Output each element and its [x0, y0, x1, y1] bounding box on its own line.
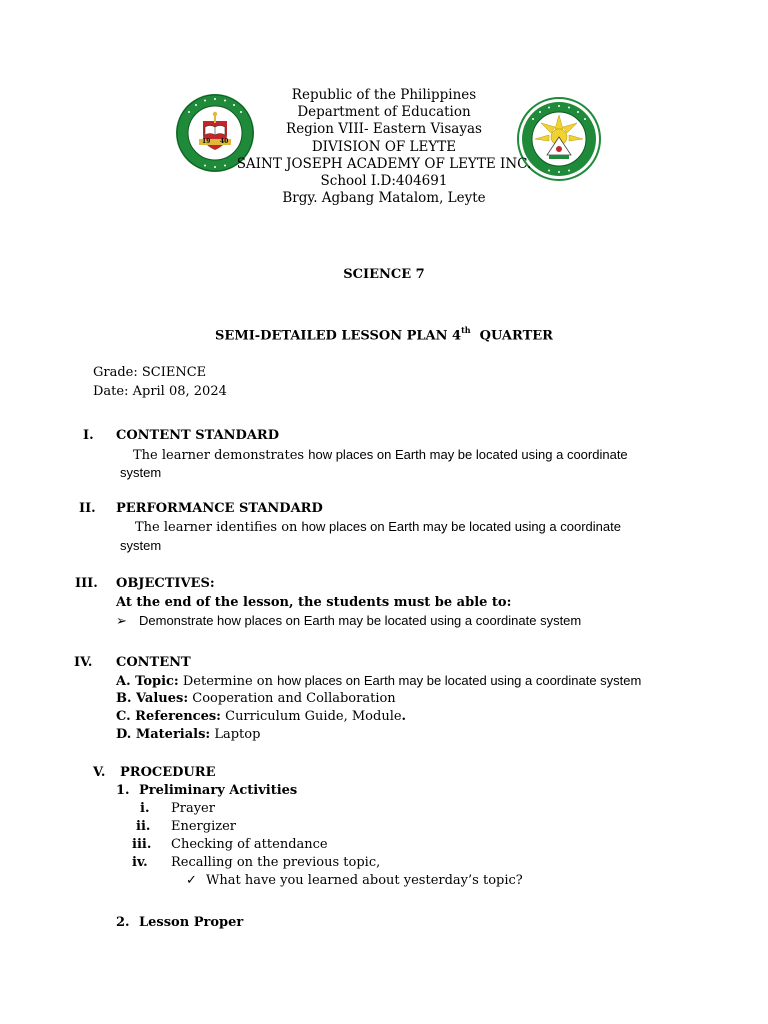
procedure-item: Checking of attendance [171, 837, 328, 852]
content-topic-label: A. Topic: [116, 674, 179, 689]
lesson-plan-title-sup: th [461, 325, 471, 335]
section-i-heading: CONTENT STANDARD [116, 428, 279, 443]
logo-year-right: 40 [220, 138, 229, 145]
letterhead-school-name: SAINT JOSEPH ACADEMY OF LEYTE INC. [236, 155, 532, 172]
procedure-item-number: iii. [132, 837, 152, 852]
objective-item: Demonstrate how places on Earth may be located using a coordinate system [139, 613, 582, 628]
letterhead-department: Department of Education [297, 104, 471, 121]
content-materials-label: D. Materials: [116, 727, 211, 742]
procedure-item: Energizer [171, 819, 237, 834]
content-references-dot: . [401, 709, 407, 724]
subject-title: SCIENCE 7 [343, 267, 425, 282]
section-ii-body-serif: The learner identifies on [135, 520, 302, 535]
section-i-body-sans: how places on Earth may be located using a coordinate [308, 447, 628, 462]
content-topic [116, 673, 641, 689]
lesson-plan-title [0, 326, 768, 343]
section-i-body [133, 447, 628, 463]
content-materials [116, 727, 260, 742]
content-values-label: B. Values: [116, 691, 189, 706]
objectives-intro: At the end of the lesson, the students must be able to: [116, 595, 512, 610]
date-line: Date: April 08, 2024 [93, 384, 227, 399]
section-ii-body [135, 519, 621, 535]
content-materials-text: Laptop [210, 727, 261, 742]
content-values-text: Cooperation and Collaboration [188, 691, 396, 706]
section-ii-body-cont: system [120, 538, 162, 553]
procedure-sub2-title: Lesson Proper [139, 915, 244, 930]
letterhead-division: DIVISION OF LEYTE [311, 138, 457, 155]
procedure-item-number: i. [140, 801, 150, 816]
section-i-numeral: I. [83, 428, 94, 443]
section-iii-numeral: III. [75, 576, 98, 591]
letterhead-address: Brgy. Agbang Matalom, Leyte [282, 190, 486, 207]
section-iv-heading: CONTENT [116, 655, 191, 670]
section-v-heading: PROCEDURE [120, 765, 216, 780]
section-ii-heading: PERFORMANCE STANDARD [116, 501, 323, 516]
lesson-plan-title-main: SEMI-DETAILED LESSON PLAN 4 [215, 328, 462, 344]
lesson-plan-title-quarter: QUARTER [479, 328, 553, 344]
checkmark-icon: ✓ [186, 872, 197, 887]
content-references [116, 709, 406, 724]
arrow-bullet-icon: ➢ [116, 613, 127, 628]
procedure-item: Recalling on the previous topic, [171, 855, 381, 870]
content-references-text: Curriculum Guide, Module [220, 709, 402, 724]
letterhead-republic: Republic of the Philippines [291, 87, 477, 103]
section-i-body-serif: The learner demonstrates [133, 448, 309, 463]
section-ii-body-sans: how places on Earth may be located using a coordinate [301, 519, 621, 534]
content-topic-sans: how places on Earth may be located using a coordinate system [277, 673, 642, 688]
section-iii-heading: OBJECTIVES: [116, 576, 215, 591]
section-iv-numeral: IV. [74, 655, 93, 670]
section-i-body-cont: system [120, 465, 162, 480]
letterhead-region: Region VIII- Eastern Visayas [286, 121, 482, 138]
grade-line: Grade: SCIENCE [93, 365, 207, 380]
letterhead [0, 87, 768, 207]
procedure-sub2-number: 2. [116, 915, 130, 930]
recall-question: What have you learned about yesterday’s topic? [206, 873, 523, 888]
procedure-item: Prayer [171, 801, 215, 816]
procedure-item-number: iv. [132, 855, 148, 870]
logo-year-left: 19 [202, 138, 211, 145]
content-references-label: C. References: [116, 709, 221, 724]
content-topic-serif: Determine on [178, 674, 278, 689]
letterhead-school-id: School I.D:404691 [320, 173, 448, 190]
section-ii-numeral: II. [79, 501, 96, 516]
procedure-sub1-title: Preliminary Activities [139, 783, 298, 798]
procedure-item-number: ii. [136, 819, 151, 834]
procedure-sub1-number: 1. [116, 783, 130, 798]
section-v-numeral: V. [93, 765, 106, 780]
content-values [116, 691, 396, 706]
